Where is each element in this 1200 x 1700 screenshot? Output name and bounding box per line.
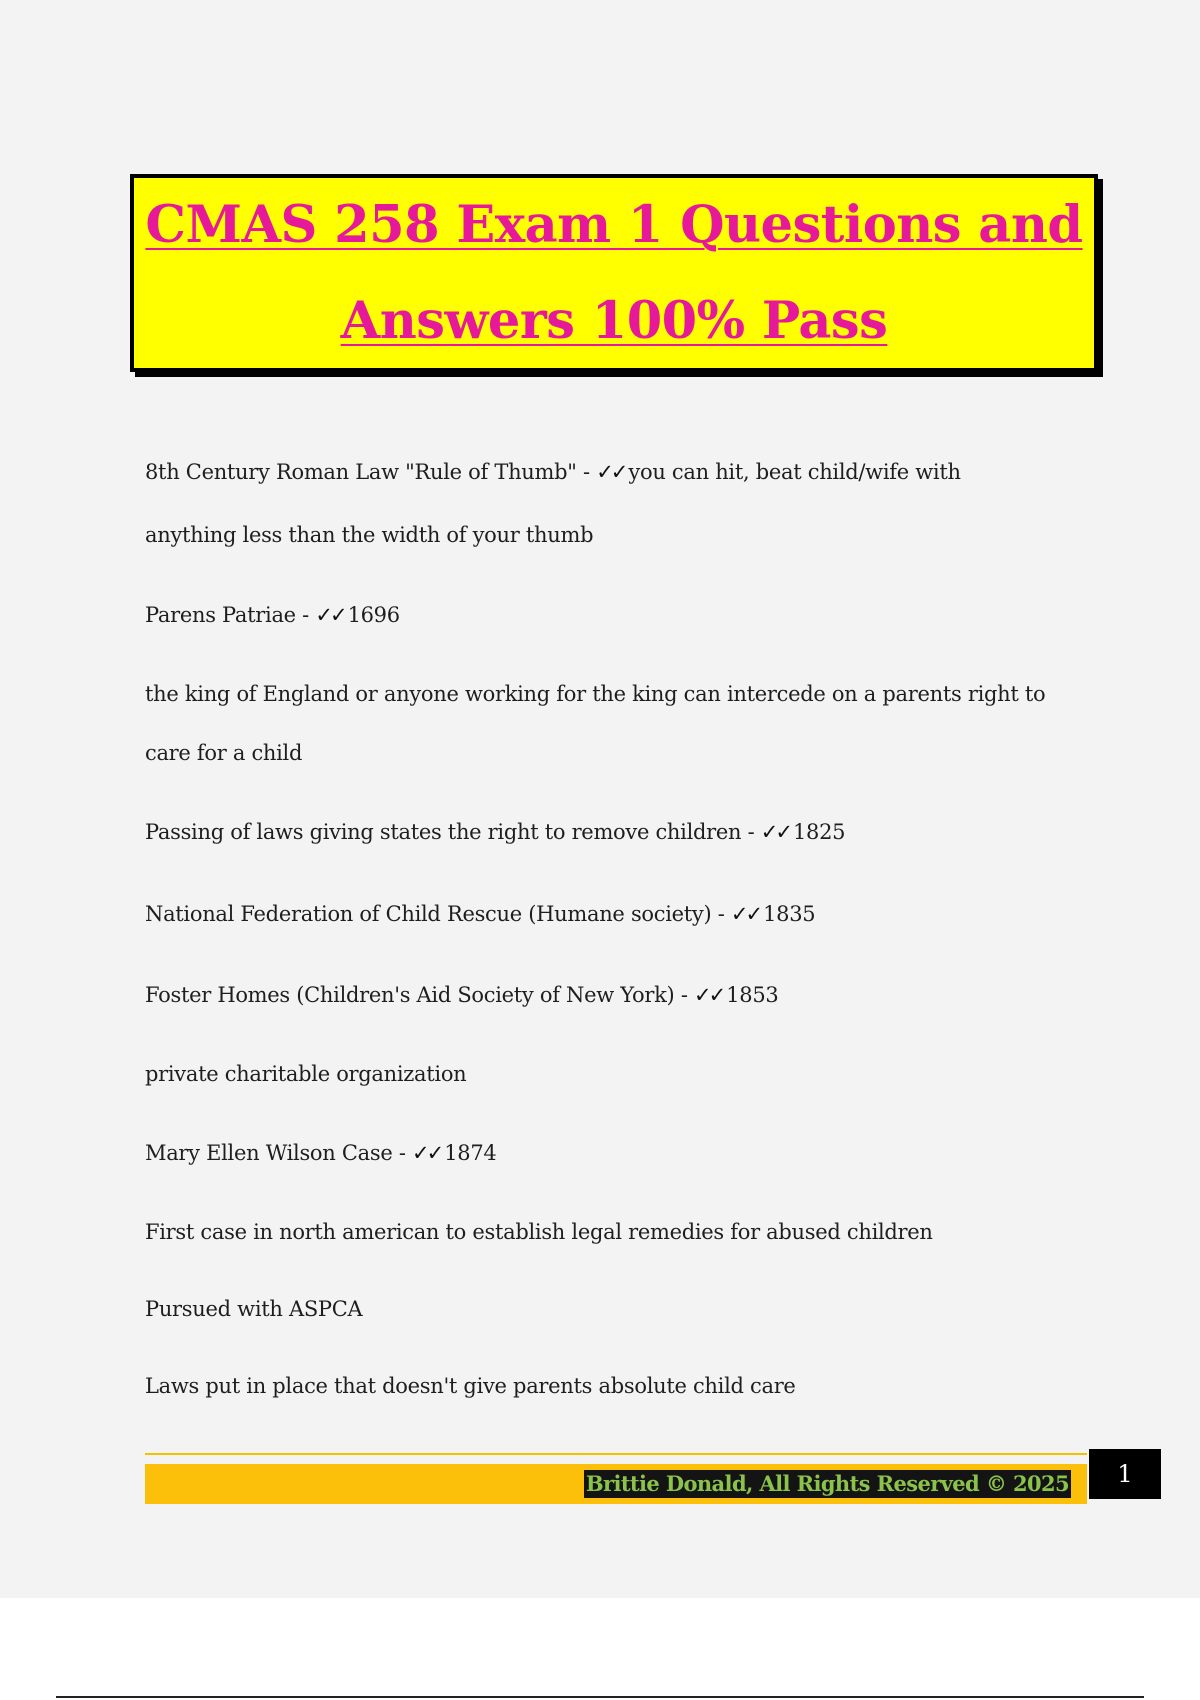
question-text: Passing of laws giving states the right to remove children - <box>145 820 761 844</box>
qa-item-1 <box>145 460 961 484</box>
qa-item-6 <box>145 1141 496 1165</box>
footer-rule <box>145 1453 1087 1455</box>
title-line-2: Answers 100% Pass <box>340 291 888 351</box>
question-text: National Federation of Child Rescue (Humane society) - <box>145 902 731 926</box>
double-check-icon: ✓✓ <box>694 983 724 1007</box>
answer-note: Laws put in place that doesn't give parents absolute child care <box>145 1374 796 1398</box>
answer-continuation: anything less than the width of your thumb <box>145 523 594 547</box>
answer-text: you can hit, beat child/wife with <box>628 460 961 484</box>
question-text: Parens Patriae - <box>145 603 316 627</box>
answer-text: 1835 <box>763 902 816 926</box>
question-text: Foster Homes (Children's Aid Society of New York) - <box>145 983 694 1007</box>
answer-text: 1825 <box>792 820 846 844</box>
answer-note: First case in north american to establish legal remedies for abused children <box>145 1220 933 1244</box>
answer-note: Pursued with ASPCA <box>145 1297 363 1321</box>
answer-note: care for a child <box>145 741 303 765</box>
page-number: 1 <box>1089 1449 1161 1499</box>
double-check-icon: ✓✓ <box>596 460 626 484</box>
title-box <box>130 174 1098 372</box>
qa-item-2 <box>145 603 400 627</box>
answer-note: the king of England or anyone working for the king can intercede on a parents right to <box>145 682 1046 706</box>
question-text: 8th Century Roman Law "Rule of Thumb" - <box>145 460 597 484</box>
title-line-1: CMAS 258 Exam 1 Questions and <box>145 195 1083 255</box>
qa-item-5 <box>145 983 778 1007</box>
answer-note: private charitable organization <box>145 1062 467 1086</box>
footer-bar <box>145 1464 1087 1504</box>
answer-text: 1874 <box>444 1141 497 1165</box>
question-text: Mary Ellen Wilson Case - <box>145 1141 412 1165</box>
double-check-icon: ✓✓ <box>760 820 790 844</box>
copyright-text: Brittie Donald, All Rights Reserved © 2025 <box>585 1471 1069 1496</box>
double-check-icon: ✓✓ <box>315 603 345 627</box>
double-check-icon: ✓✓ <box>412 1141 442 1165</box>
answer-text: 1696 <box>347 603 400 627</box>
qa-item-4 <box>145 902 815 926</box>
qa-item-3 <box>145 820 845 844</box>
answer-text: 1853 <box>726 983 779 1007</box>
double-check-icon: ✓✓ <box>730 902 761 926</box>
page-separator <box>56 1696 1144 1698</box>
